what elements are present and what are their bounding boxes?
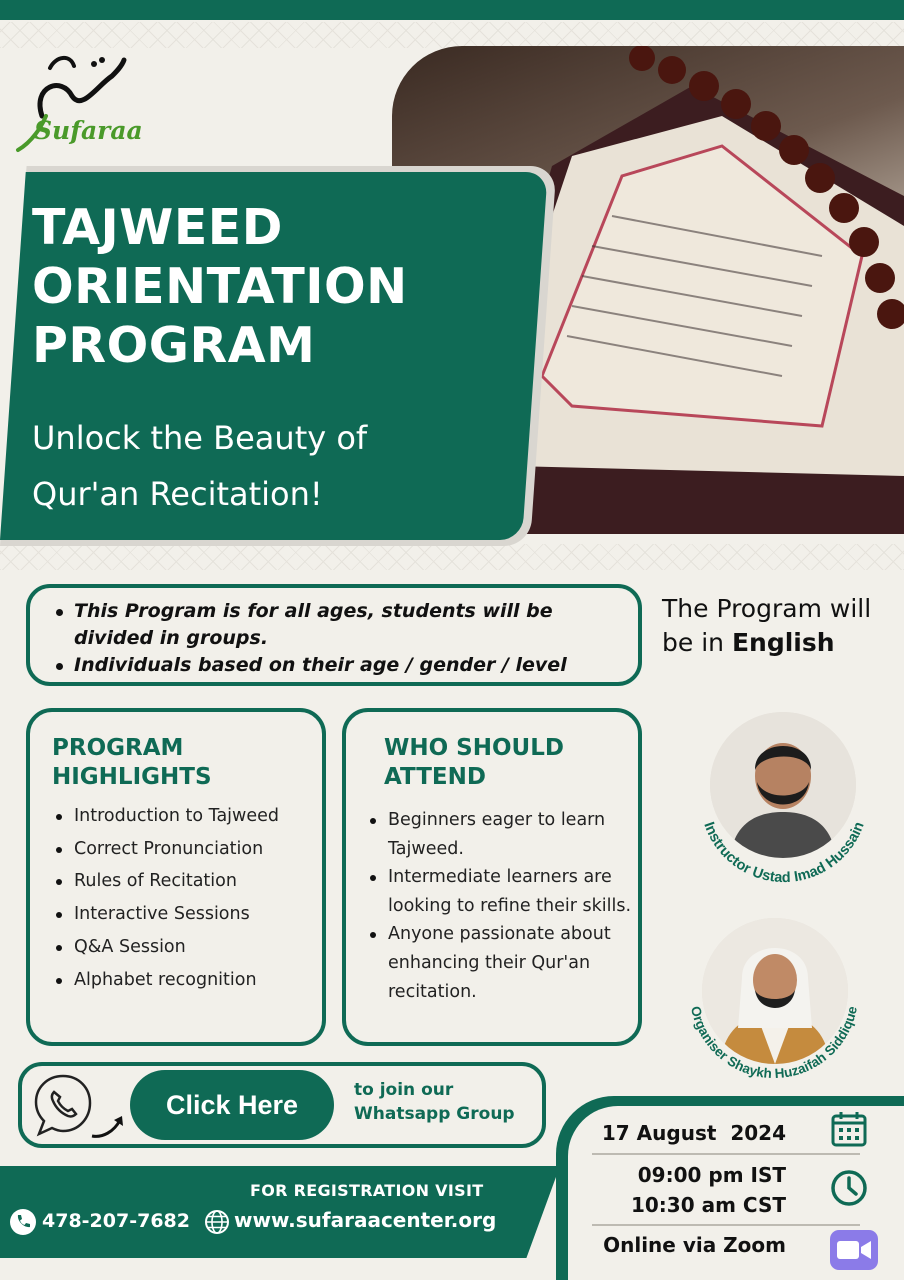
- calendar-icon: [830, 1110, 868, 1148]
- organiser-name: Organiser Shaykh Huzaifah Siddique: [687, 1004, 860, 1082]
- pattern-band-middle: [0, 544, 904, 570]
- program-highlights-card: [26, 708, 326, 1046]
- event-date: 17 August 2024: [601, 1121, 786, 1145]
- title-line: PROGRAM: [32, 317, 316, 374]
- attend-heading: WHO SHOULD ATTEND: [384, 735, 564, 790]
- info-point: Individuals based on their age / gender / level: [52, 652, 624, 679]
- svg-text:Instructor Ustad Imad Hussain: [700, 820, 867, 886]
- list-item: Rules of Recitation: [52, 865, 322, 898]
- svg-text:Organiser Shaykh Huzaifah Sidd: [688, 1004, 860, 1081]
- event-platform: Online via Zoom: [603, 1233, 786, 1257]
- top-bar: [0, 0, 904, 20]
- title-line: TAJWEED: [32, 199, 283, 256]
- list-item: Intermediate learners are looking to refine their skills.: [366, 863, 636, 920]
- subtitle: Unlock the Beauty of Qur'an Recitation!: [32, 419, 368, 513]
- divider: [592, 1153, 860, 1155]
- list-item: Q&A Session: [52, 931, 322, 964]
- website-link[interactable]: www.sufaraacenter.org: [234, 1208, 497, 1232]
- organiser-label: [676, 896, 872, 1092]
- time-ist: 09:00 pm IST: [637, 1163, 786, 1187]
- page-title: [32, 198, 472, 375]
- globe-icon: [204, 1209, 230, 1235]
- list-item: Beginners eager to learn Tajweed.: [366, 806, 636, 863]
- logo-text: Sufaraa: [34, 116, 143, 145]
- pattern-band-top: [0, 22, 904, 48]
- registration-label: FOR REGISTRATION VISIT: [250, 1181, 484, 1200]
- list-item: Introduction to Tajweed: [52, 800, 322, 833]
- video-camera-icon: [828, 1228, 880, 1272]
- phone-number[interactable]: 478-207-7682: [42, 1210, 190, 1232]
- title-line: ORIENTATION: [32, 258, 408, 315]
- arrow-icon: [88, 1112, 128, 1140]
- language-note: [662, 592, 902, 660]
- list-item: Interactive Sessions: [52, 898, 322, 931]
- divider: [592, 1224, 860, 1226]
- language-value: English: [731, 628, 835, 657]
- whatsapp-phone-icon: [30, 1070, 96, 1140]
- clock-icon: [829, 1168, 869, 1208]
- language-prefix: The Program will be in: [662, 594, 872, 657]
- time-cst: 10:30 am CST: [630, 1193, 786, 1217]
- click-here-button[interactable]: Click Here: [130, 1070, 334, 1140]
- audience-info-box: [26, 584, 642, 686]
- list-item: Correct Pronunciation: [52, 833, 322, 866]
- join-whatsapp-text: to join our Whatsapp Group: [354, 1080, 515, 1124]
- who-should-attend-card: [342, 708, 642, 1046]
- phone-icon: [10, 1209, 36, 1235]
- instructor-label: [686, 700, 882, 896]
- instructor-name: Instructor Ustad Imad Hussain: [700, 819, 868, 887]
- list-item: Anyone passionate about enhancing their Qur'an recitation.: [366, 920, 636, 1006]
- info-point: This Program is for all ages, students will be divided in groups.: [52, 598, 624, 652]
- event-time: [631, 1160, 786, 1220]
- list-item: Alphabet recognition: [52, 964, 322, 997]
- highlights-heading: PROGRAM HIGHLIGHTS: [52, 735, 212, 790]
